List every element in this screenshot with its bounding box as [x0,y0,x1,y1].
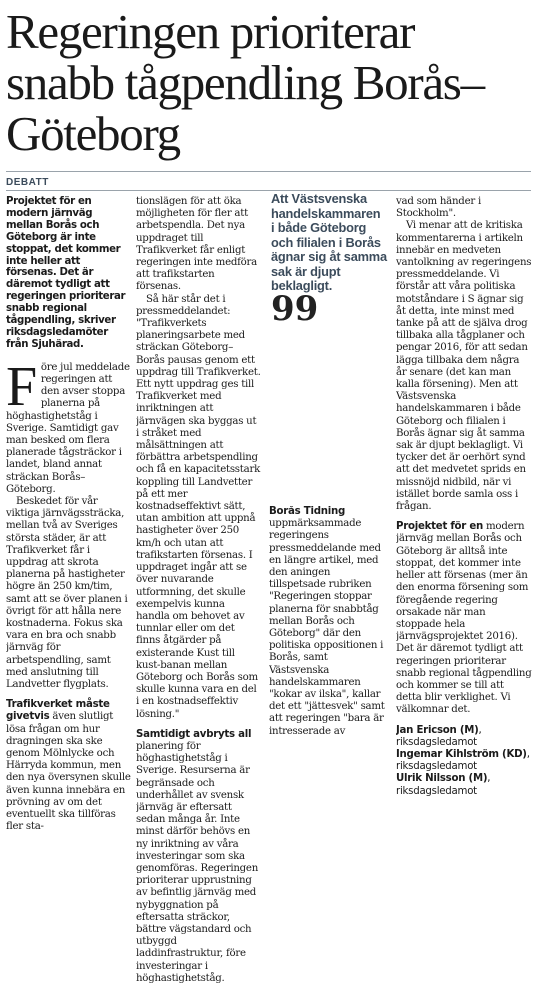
paragraph-text: modern järnväg mellan Borås och Göteborg är alltså inte stoppat, det kommer inte heller att försenas (mer än den enorma försening som föregående regering orsakade när man stoppade hela järnvägsprojektet 2016). Det är däremot tydligt att regeringen prioriterar snabb regional tågpendling och kommer se till att detta blir verklighet. Vi välkomnar det. [396,521,532,716]
body-paragraph [396,521,532,716]
body-paragraph [269,506,389,738]
section-tag: DEBATT [6,177,49,188]
signature-line [396,749,532,773]
section-divider-lower [6,190,531,191]
drop-cap: F [6,355,37,418]
signature-title: , riksdagsledamot [396,724,482,748]
signature-title: , riksdagsledamot [396,773,491,797]
paragraph-text: planering för höghastighetståg i Sverige. Resurserna är begränsade och underhållet av svensk järnväg är eftersatt sedan många år. Inte minst därför behövs en ny inriktning av våra investeringar som ska genomföras. Regeringen prioriterar upprustning av befintlig järnväg med nybyggnation på eftersatta sträckor, bättre vägstandard och utbyggd laddinfrastruktur, före investeringar i höghastighetståg. [136,740,259,984]
lead-paragraph: Projektet för en modern järnväg mellan Borås och Göteborg är inte stoppat, det kommer inte heller att försenas. Det är däremot tydligt att regeringen prioriterar snabb regional tågpendling, skriver riksdagsledamöter från Sjuhärad. [6,196,126,350]
opening-text: öre jul meddelade regeringen att den avser stoppa planerna på höghastighetståg i Sverige. Samtidigt gav man besked om flera planerade tågsträckor i landet, bland annat sträckan Borås–Göteborg. [6,361,130,495]
body-paragraph: vad som händer i Stockholm". [396,196,481,220]
body-paragraph [136,729,261,985]
paragraph-lead-in: Borås Tidning [269,506,346,517]
body-paragraph: Så här står det i pressmeddelandet: "Trafikverkets planeringsarbete med sträckan Göteborg–Borås pausas genom ett uppdrag till Trafikverket. Ett nytt uppdrag ges till Trafikverket med inriktningen att järnvägen ska byggas ut i stråket med målsättningen att förbättra arbetspendling och få en kapacitetsstark koppling till Landvetter på ett mer kostnadseffektivt sätt, utan ambition att uppnå hastigheter över 250 km/h och utan att trafikstarten försenas. I uppdraget ingår att se över nuvarande utformning, det skulle exempelvis kunna handla om behovet av tunnlar eller om det finns åtgärder på existerande Kust till kust-banan mellan Göteborg och Borås som skulle kunna vara en del i en kostnadseffektiv lösning." [136,293,261,720]
signature-name: Ingemar Kihlström (KD) [396,748,527,760]
paragraph-lead-in: Trafikverket måste givetvis [6,699,110,723]
paragraph-text: uppmärksammade regeringens pressmeddelande med en längre artikel, med den aningen tillspetsade rubriken "Regeringen stoppar planerna för snabbtåg mellan Borås och Göteborg" där den politiska oppositionen i Borås, samt Västsvenska handelskammaren "kokar av ilska", kallar det ett "jättesvek" samt att regeringen "bara är intresserade av [269,518,385,737]
article-column-3 [269,506,389,738]
headline: Regeringen prioriterar snabb tågpendling Borås–Göteborg [6,4,484,161]
body-paragraph: Beskedet för vår viktiga järnvägssträcka, mellan två av Sveriges största städer, är att Trafikverket får i uppdrag att skrota planerna på hastigheter högre än 250 km/tim, samt att se över planen i övrigt för att hålla nere kostnaderna. Fokus ska vara en bra och snabb järnväg för arbetspendling, samt med anslutning till Landvetter flygplats. [6,496,128,691]
body-paragraph [6,699,131,833]
pull-quote: Att Västsvenska handelskammaren i både Göteborg och filialen i Borås ägnar sig åt samma sak är djupt beklagligt. [271,191,387,293]
paragraph-lead-in: Projektet för en [396,521,484,533]
signature-line [396,725,532,749]
body-paragraph: Vi menar att de kritiska kommentarerna i artikeln innebär en medveten vantolkning av regeringens pressmeddelande. Vi förstår att våra politiska motståndare i S ägnar sig åt detta, inte minst med tanke på att de själva drog tillbaka alla tågplaner och pengar 2016, för att sedan lägga tillbaka dem några år senare (det kan man kalla försening). Men att Västsvenska handelskammaren i både Göteborg och filialen i Borås ägnar sig åt samma sak är djupt beklagligt. Vi tycker det är oerhört synd att det medvetet sprids en missnöjd nidbild, när vi istället borde samla oss i frågan. [396,220,532,513]
section-divider [6,171,531,172]
article-column-1 [6,196,131,834]
body-paragraph: tionslägen för att öka möjligheten för fler att arbetspendla. Det nya uppdraget till Trafikverket får enligt regeringen inte medföra att trafikstarten försenas. [136,196,257,293]
paragraph-text: även slutligt lösa frågan om hur dragningen ska ske genom Mölnlycke och Härryda kommun, men den nya översynen skulle även kunna innebära en prövning av om det eventuellt ska tillföras fler sta- [6,711,131,833]
signature-title: , riksdagsledamot [396,748,530,773]
quote-mark-icon: 99 [271,289,319,329]
article-column-4 [396,196,532,798]
paragraph-lead-in: Samtidigt avbryts all [136,728,252,740]
article-column-2 [136,196,261,985]
signature-line [396,773,532,797]
signature-name: Ulrik Nilsson (M) [396,773,488,785]
signature-name: Jan Ericson (M) [396,724,479,736]
opening-paragraph [6,355,131,496]
